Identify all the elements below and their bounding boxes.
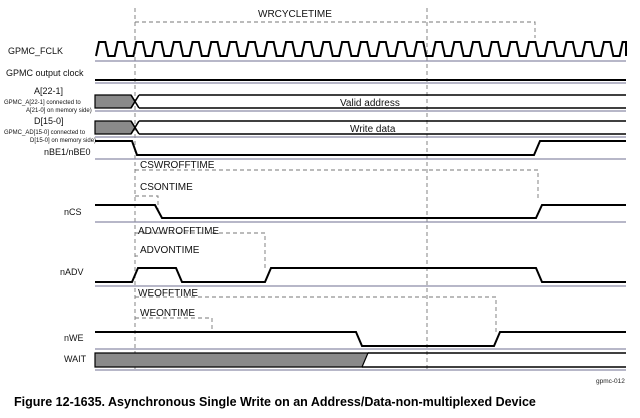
nwe-waveform	[95, 332, 626, 346]
nadv-waveform	[95, 268, 626, 282]
figure-id: gpmc-012	[596, 378, 625, 385]
data-bus-sublabel-1: GPMC_AD[15-0] connected to	[4, 130, 86, 136]
output-clock-label: GPMC output clock	[6, 68, 84, 78]
weontime-label: WEONTIME	[140, 308, 195, 319]
nbe-label: nBE1/nBE0	[44, 147, 91, 157]
address-bus-sublabel-1: GPMC_A[22-1] connected to	[4, 100, 81, 106]
cswrofftime-bracket	[135, 170, 538, 200]
address-invalid-region	[95, 95, 135, 108]
weofftime-label: WEOFFTIME	[138, 288, 198, 299]
wait-invalid-region	[95, 353, 368, 367]
data-bus-value: Write data	[350, 124, 396, 135]
gpmc-fclk-waveform	[96, 42, 626, 56]
wait-label: WAIT	[64, 354, 87, 364]
nwe-label: nWE	[64, 333, 84, 343]
figure-caption: Figure 12-1635. Asynchronous Single Write on an Address/Data-non-multiplexed Device	[14, 395, 536, 409]
ncs-label: nCS	[64, 207, 82, 217]
wrcycletime-bracket	[135, 22, 535, 38]
wait-waveform	[362, 353, 626, 367]
gpmc-fclk-label: GPMC_FCLK	[8, 46, 64, 56]
weontime-bracket	[135, 318, 212, 332]
advwrofftime-label: ADVWROFFTIME	[138, 226, 220, 237]
address-bus-value: Valid address	[340, 98, 400, 109]
cswrofftime-label: CSWROFFTIME	[140, 160, 215, 171]
data-invalid-region	[95, 121, 135, 134]
ncs-waveform	[95, 205, 626, 218]
advontime-label: ADVONTIME	[140, 245, 200, 256]
address-bus-label: A[22-1]	[34, 86, 64, 96]
nadv-label: nADV	[60, 267, 84, 277]
nbe-waveform	[95, 141, 626, 155]
address-bus-sublabel-2: A[21-0] on memory side)	[26, 108, 92, 114]
csontime-label: CSONTIME	[140, 182, 193, 193]
data-bus-label: D[15-0]	[34, 116, 64, 126]
data-bus-sublabel-2: D[15-0] on memory side)	[30, 138, 97, 144]
wrcycletime-label: WRCYCLETIME	[258, 9, 332, 20]
